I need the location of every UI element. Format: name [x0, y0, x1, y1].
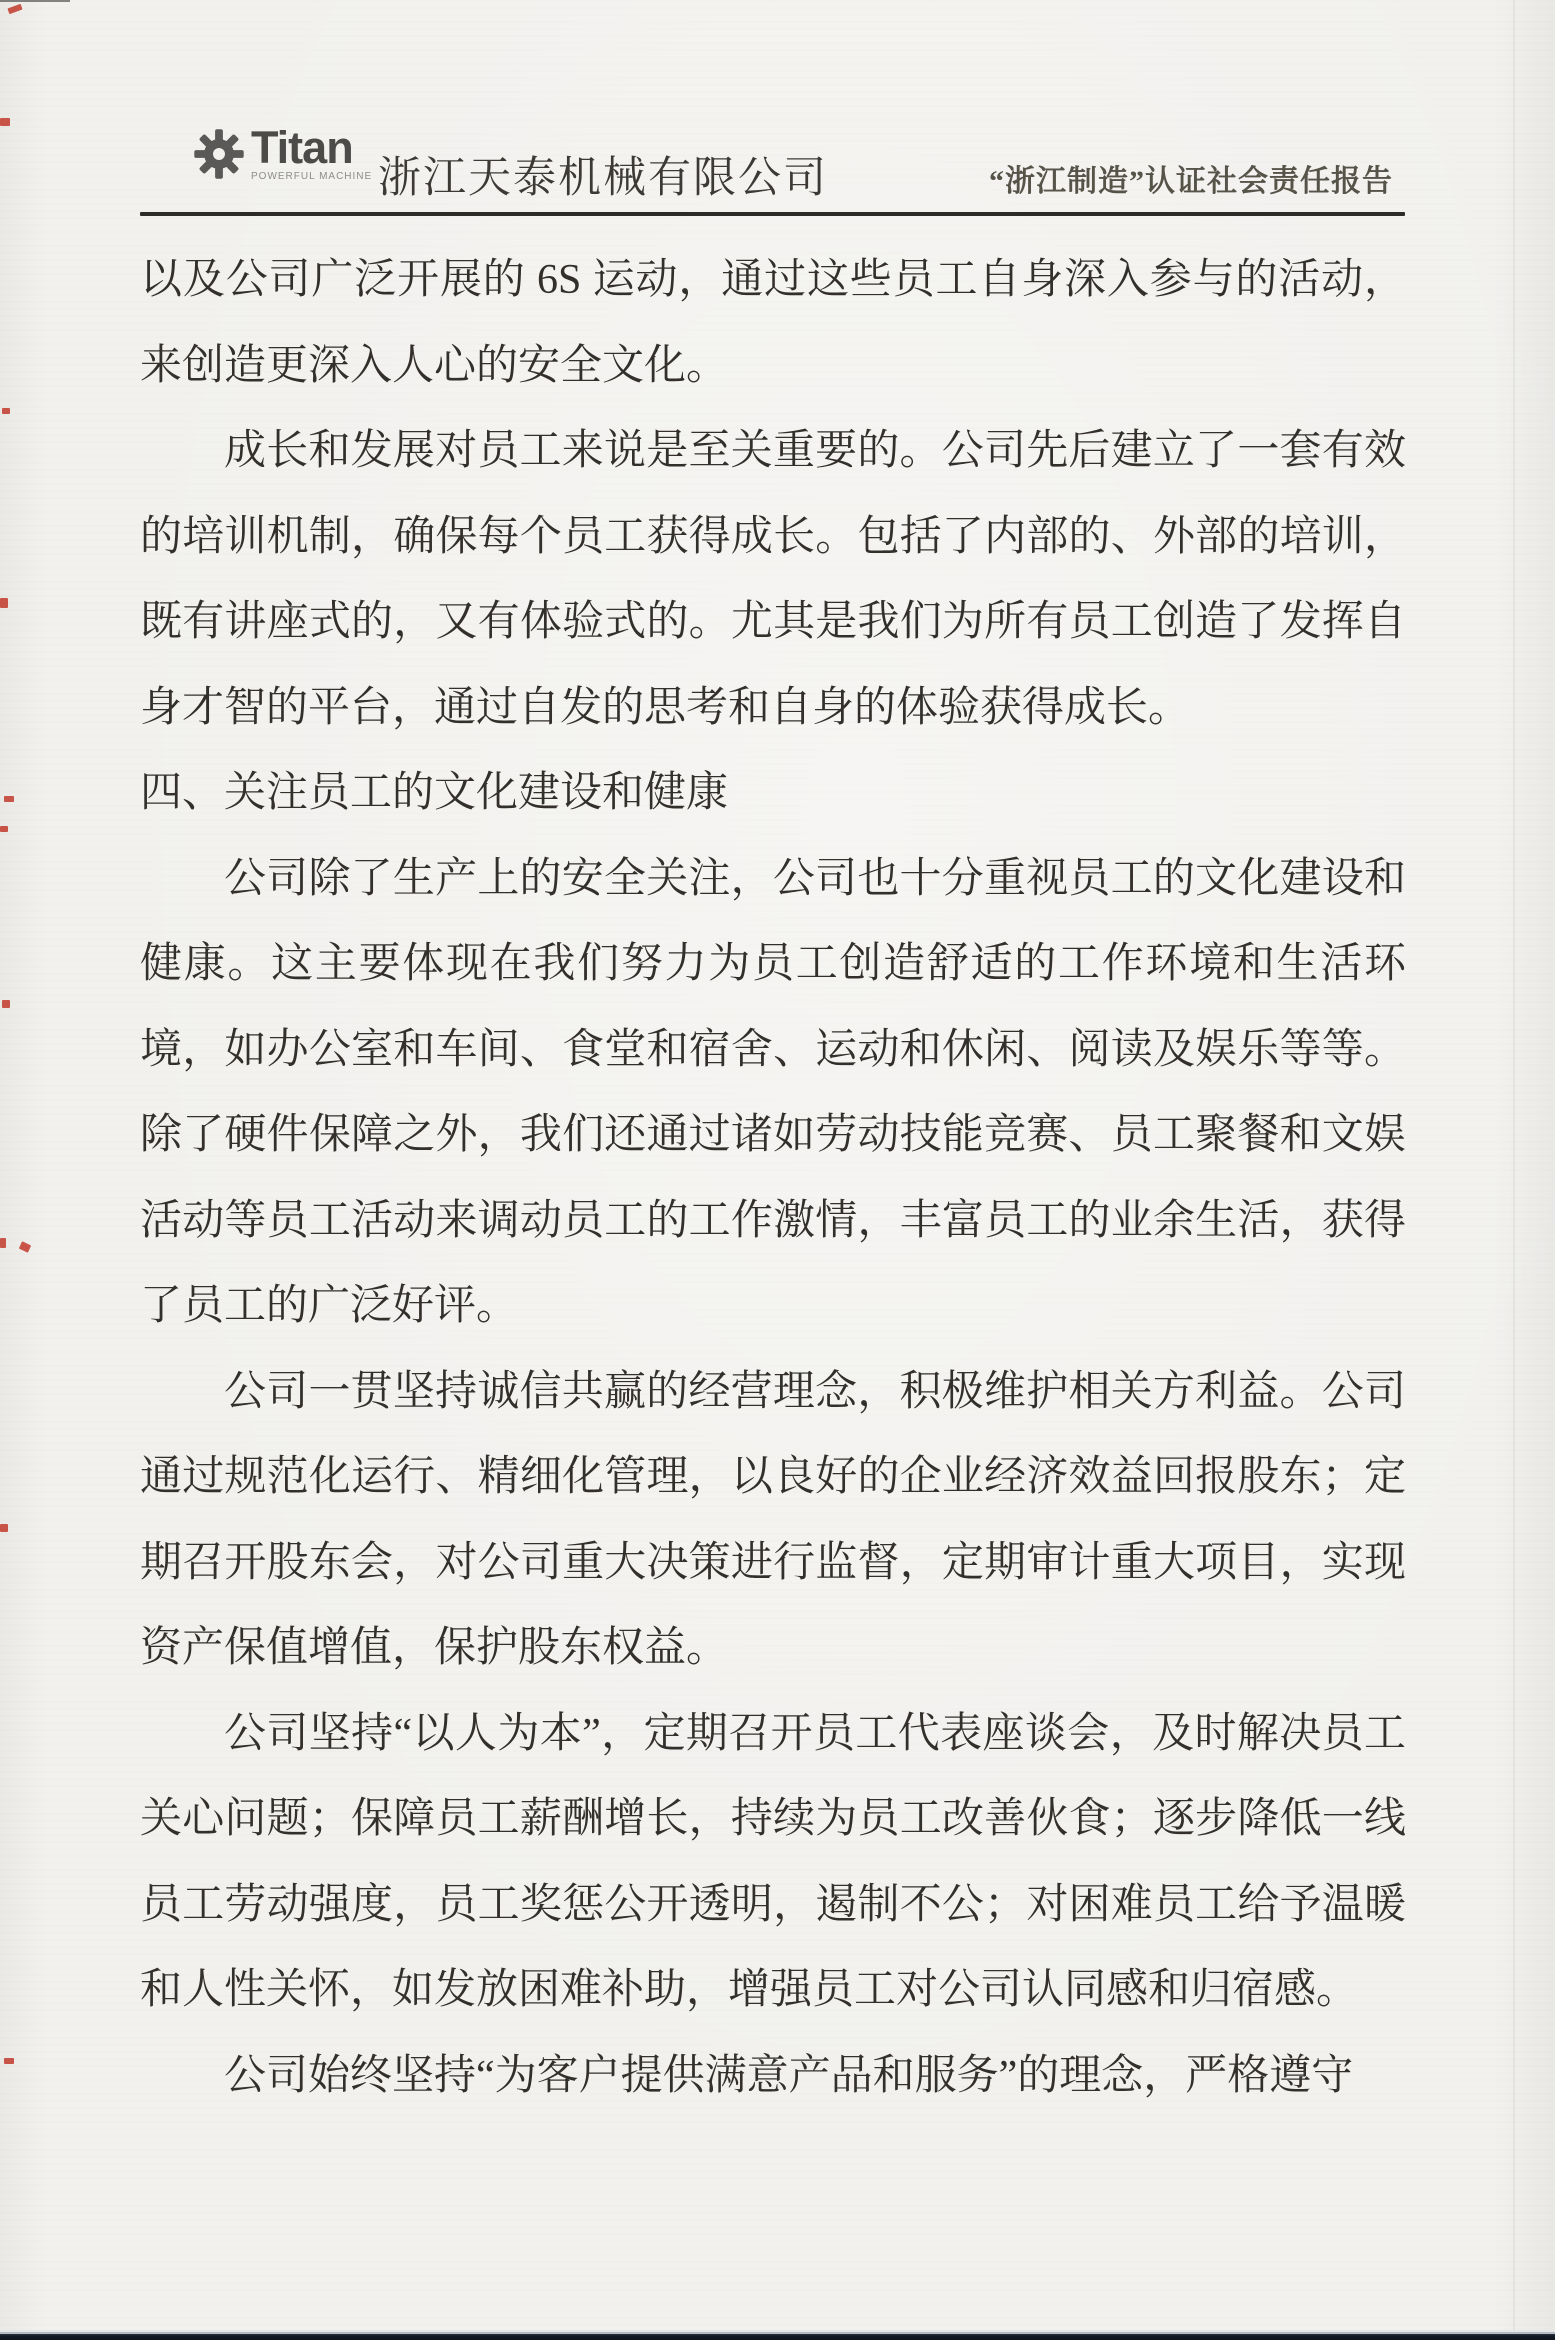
company-name: 浙江天泰机械有限公司 — [378, 155, 828, 202]
logo-brand: Titan — [251, 122, 353, 173]
logo-text — [251, 122, 373, 182]
body-paragraph: 公司坚持“以人为本”，定期召开员工代表座谈会，及时解决员工关心问题；保障员工薪酬增长，持续为员工改善伙食；逐步降低一线员工劳动强度，员工奖惩公开透明，遏制不公；对困难员工给予温暖和人性关怀，如发放困难补助，增强员工对公司认同感和归宿感。 — [140, 1710, 1406, 2013]
red-mark-artifact — [19, 1241, 31, 1252]
body-paragraph: 公司一贯坚持诚信共赢的经营理念，积极维护相关方利益。公司通过规范化运行、精细化管理，以良好的企业经济效益回报股东；定期召开股东会，对公司重大决策进行监督，定期审计重大项目，实现资产保值增值，保护股东权益。 — [140, 1368, 1406, 1671]
company-logo — [193, 122, 373, 182]
red-mark-artifact — [0, 598, 8, 608]
red-mark-artifact — [4, 796, 14, 802]
logo-tagline: POWERFUL MACHINE — [251, 171, 373, 182]
body-paragraph: 公司始终坚持“为客户提供满意产品和服务”的理念，严格遵守 — [224, 2052, 1354, 2099]
red-mark-artifact — [4, 2058, 14, 2064]
red-mark-artifact — [0, 826, 8, 832]
document-body — [140, 238, 1406, 2119]
section-heading: 四、关注员工的文化建设和健康 — [140, 770, 729, 816]
red-mark-artifact — [0, 118, 10, 126]
scan-top-edge — [0, 0, 70, 2]
red-mark-artifact — [0, 1524, 8, 1532]
scan-crease-line — [1513, 0, 1515, 2340]
red-mark-artifact — [2, 1000, 10, 1008]
red-mark-artifact — [0, 1238, 6, 1248]
report-title: “浙江制造”认证社会责任报告 — [989, 165, 1393, 198]
gear-icon — [193, 128, 245, 180]
scan-bottom-edge — [0, 2330, 1555, 2340]
red-mark-artifact — [7, 4, 22, 14]
red-mark-artifact — [2, 408, 10, 414]
body-paragraph: 公司除了生产上的安全关注，公司也十分重视员工的文化建设和健康。这主要体现在我们努力为员工创造舒适的工作环境和生活环境，如办公室和车间、食堂和宿舍、运动和休闲、阅读及娱乐等等。除了硬件保障之外，我们还通过诸如劳动技能竞赛、员工聚餐和文娱活动等员工活动来调动员工的工作激情，丰富员工的业余生活，获得了员工的广泛好评。 — [140, 855, 1406, 1329]
body-paragraph: 以及公司广泛开展的 6S 运动，通过这些员工自身深入参与的活动，来创造更深入人心的安全文化。 — [140, 257, 1406, 389]
header-rule — [140, 212, 1405, 216]
body-paragraph: 成长和发展对员工来说是至关重要的。公司先后建立了一套有效的培训机制，确保每个员工获得成长。包括了内部的、外部的培训，既有讲座式的，又有体验式的。尤其是我们为所有员工创造了发挥自身才智的平台，通过自发的思考和自身的体验获得成长。 — [140, 428, 1406, 731]
